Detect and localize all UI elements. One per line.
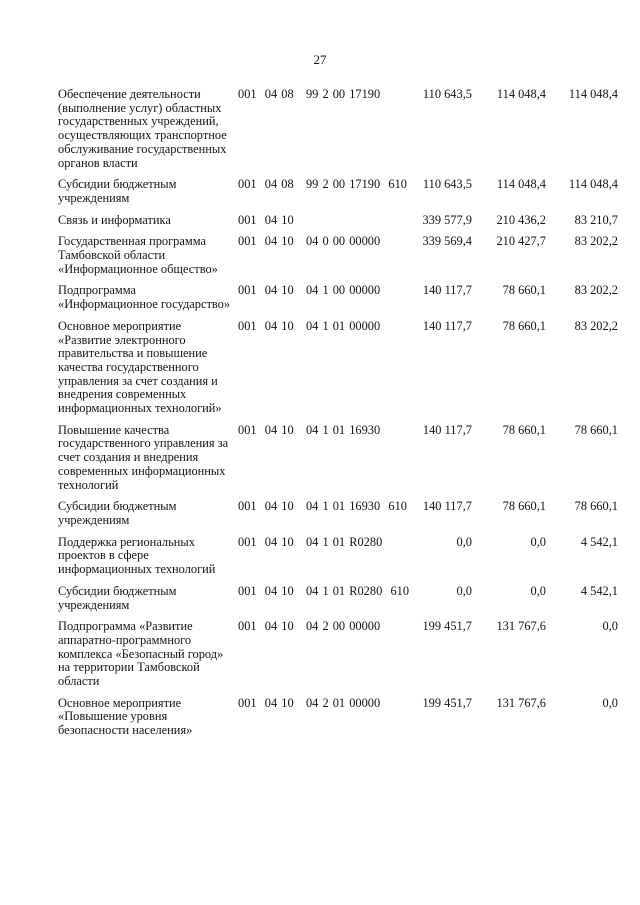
row-value-1: 339 577,9 [422,212,472,227]
row-name: Основное мероприятие «Повышение уровня безопасности населения» [58,695,193,738]
row-value-3: 83 210,7 [574,212,618,227]
row-value-1: 0,0 [456,534,472,549]
row-value-1: 140 117,7 [422,283,472,298]
row-name: Основное мероприятие «Развитие электронного правительства и повышение качества государственного управления за счет создания и внедрения современных информационных технологий» [58,318,222,416]
row-value-3: 0,0 [602,695,618,710]
row-code: 001 04 10 04 1 01 00000 [238,318,381,333]
row-name: Связь и информатика [58,212,171,227]
row-code: 001 04 10 04 1 01 R0280 610 [238,583,410,598]
row-name: Повышение качества государственного управления за счет создания и внедрения современных информационных технологий [58,422,229,492]
page-number: 27 [313,52,327,67]
row-name: Поддержка региональных проектов в сфере информационных технологий [58,534,216,577]
table-row [58,424,618,493]
row-name: Обеспечение деятельности (выполнение услуг) областных государственных учреждений, осуществляющих транспортное обслуживание государственных органов власти [58,87,227,170]
row-code: 001 04 10 04 2 00 00000 [238,619,381,634]
row-value-3: 4 542,1 [580,583,618,598]
row-name: Субсидии бюджетным учреждениям [58,499,177,527]
table-row [58,500,618,527]
row-value-2: 78 660,1 [502,422,546,437]
row-name: Государственная программа Тамбовской области «Информационное общество» [58,234,218,276]
row-value-2: 0,0 [530,534,546,549]
row-code: 001 04 10 04 1 01 16930 610 [238,499,407,514]
row-value-3: 78 660,1 [574,422,618,437]
row-value-2: 78 660,1 [502,499,546,514]
row-code: 001 04 10 04 1 01 R0280 [238,534,383,549]
row-value-1: 110 643,5 [422,177,472,192]
row-value-1: 199 451,7 [422,619,472,634]
row-value-1: 140 117,7 [422,499,472,514]
row-value-2: 114 048,4 [496,177,546,192]
table-row [58,620,618,689]
row-value-2: 131 767,6 [496,695,546,710]
table-row [58,697,618,738]
row-code: 001 04 10 [238,212,294,227]
row-name: Подпрограмма «Информационное государство» [58,283,231,312]
row-name: Подпрограмма «Развитие аппаратно-программного комплекса «Безопасный город» на территории Тамбовской области [58,619,224,689]
table-row [58,178,618,205]
row-value-3: 114 048,4 [568,87,618,101]
table-row [58,235,618,276]
row-name: Субсидии бюджетным учреждениям [58,583,177,612]
row-code: 001 04 08 99 2 00 17190 610 [238,177,407,192]
row-code: 001 04 10 04 0 00 00000 [238,234,381,249]
table-row [58,585,618,612]
row-value-2: 131 767,6 [496,619,546,634]
row-code: 001 04 10 04 1 01 16930 [238,422,381,437]
row-value-3: 0,0 [602,619,618,634]
row-code: 001 04 10 04 2 01 00000 [238,695,381,710]
row-value-3: 114 048,4 [568,177,618,192]
row-value-1: 199 451,7 [422,695,472,710]
row-value-1: 110 643,5 [422,87,472,101]
row-name: Субсидии бюджетным учреждениям [58,177,177,205]
row-value-3: 78 660,1 [574,499,618,514]
row-value-2: 210 427,7 [496,234,546,249]
row-value-3: 83 202,2 [574,318,618,333]
row-value-2: 78 660,1 [502,318,546,333]
budget-table [58,88,618,746]
row-value-2: 114 048,4 [496,87,546,101]
row-value-1: 339 569,4 [422,234,472,249]
row-value-3: 4 542,1 [580,534,618,549]
row-value-3: 83 202,2 [574,234,618,249]
row-value-1: 140 117,7 [422,422,472,437]
row-value-2: 210 436,2 [496,212,546,227]
table-row [58,284,618,311]
row-code: 001 04 08 99 2 00 17190 [238,87,381,101]
table-row [58,214,618,228]
row-value-2: 78 660,1 [502,283,546,298]
table-row [58,88,618,170]
table-row [58,536,618,577]
row-code: 001 04 10 04 1 00 00000 [238,283,381,298]
table-row [58,320,618,416]
row-value-1: 0,0 [456,583,472,598]
row-value-1: 140 117,7 [422,318,472,333]
row-value-3: 83 202,2 [574,283,618,298]
row-value-2: 0,0 [530,583,546,598]
